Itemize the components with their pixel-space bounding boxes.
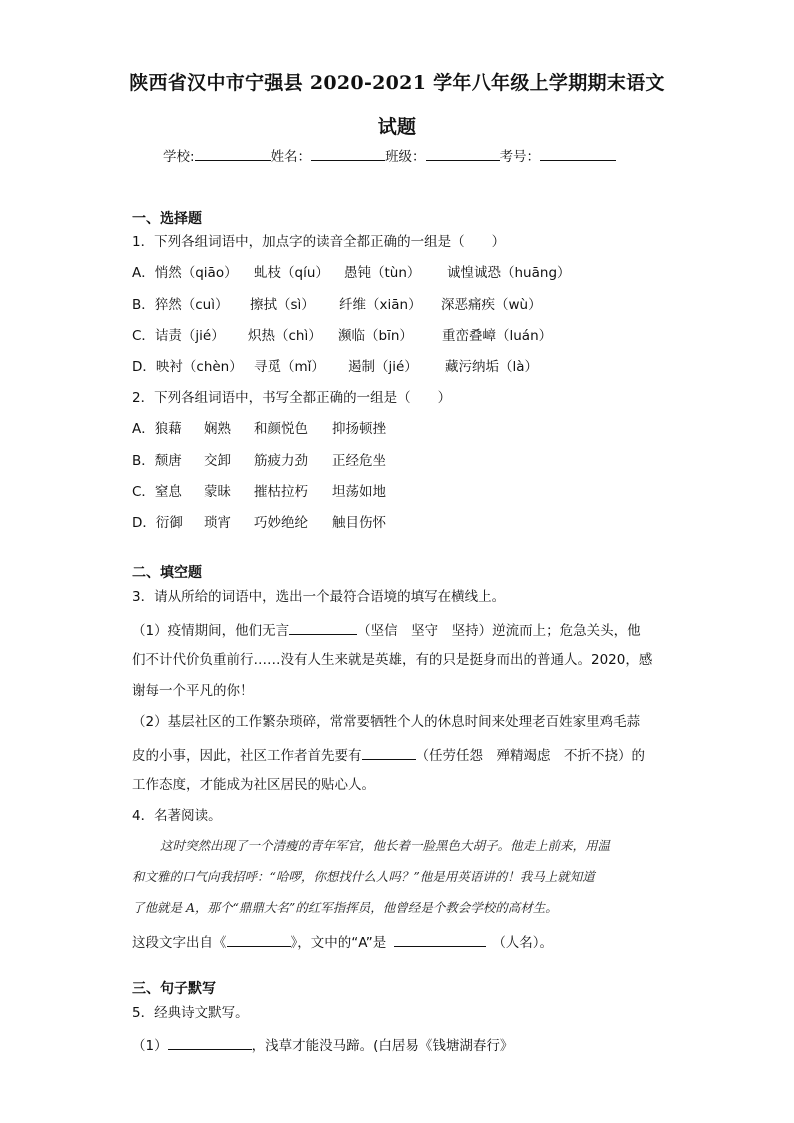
name-blank[interactable] [311, 146, 385, 161]
option-word: C．窒息 [132, 484, 182, 500]
question-3-part-1-line-1 [132, 620, 641, 640]
option-word: 正经危坐 [332, 453, 386, 469]
question-text: 》，文中的“A”是 [290, 935, 387, 951]
exam-title-line1: 陕西省汉中市宁强县 2020-2021 学年八年级上学期期末语文 [129, 72, 665, 94]
option-word: 娴熟 [204, 421, 231, 437]
option-word: C．诘责（jié） [132, 328, 225, 344]
option-word: 擦拭（sì） [250, 297, 315, 313]
question-3-part-2-line-3: 工作态度，才能成为社区居民的贴心人。 [132, 777, 375, 793]
option-word: 摧枯拉朽 [254, 484, 308, 500]
passage-line: 了他就是 A，那个“鼎鼎大名”的红军指挥员，他曾经是个教会学校的高材生。 [132, 900, 558, 915]
option-word: 纤维（xiān） [339, 297, 422, 313]
option-word: 抑扬顿挫 [332, 421, 386, 437]
question-text: 这段文字出自《 [132, 935, 227, 951]
option-word: 触目伤怀 [332, 515, 386, 531]
question-text: （任劳任怨 殚精竭虑 不折不挠）的 [415, 748, 645, 764]
exam-title-line2: 试题 [377, 116, 417, 138]
option-word: 虬枝（qíu） [254, 265, 329, 281]
option-word: 遏制（jié） [348, 359, 418, 375]
book-title-blank[interactable] [227, 932, 291, 947]
question-1-stem: 1．下列各组词语中，加点字的读音全都正确的一组是（ ） [132, 234, 506, 250]
option-word: A．悄然（qiāo） [132, 265, 238, 281]
option-word: D．衍御 [132, 515, 183, 531]
question-3-part-1-line-2: 们不计代价负重前行……没有人生来就是英雄，有的只是挺身而出的普通人。2020，感 [132, 652, 653, 668]
question-2-option-b[interactable] [132, 452, 386, 470]
question-5-part-1 [132, 1035, 513, 1055]
option-word: 深恶痛疾（wù） [441, 297, 542, 313]
answer-blank[interactable] [289, 620, 357, 635]
section-heading-fill: 二、填空题 [132, 565, 202, 581]
question-3-part-2-line-1: （2）基层社区的工作繁杂琐碎，常常要牺牲个人的休息时间来处理老百姓家里鸡毛蒜 [132, 714, 641, 730]
question-2-stem: 2．下列各组词语中，书写全都正确的一组是（ ） [132, 390, 452, 406]
question-3-part-1-line-3: 谢每一个平凡的你！ [132, 683, 254, 699]
question-1-option-c[interactable] [132, 327, 552, 345]
option-word: 交卸 [204, 453, 231, 469]
reading-passage [132, 830, 662, 923]
question-2-option-a[interactable] [132, 420, 386, 438]
question-1-option-a[interactable] [132, 264, 571, 282]
question-4-answer-line [132, 932, 553, 952]
answer-blank[interactable] [362, 745, 416, 760]
option-word: D．映衬（chèn） [132, 359, 243, 375]
school-label: 学校: [163, 149, 195, 165]
question-5-stem: 5．经典诗文默写。 [132, 1005, 249, 1021]
passage-line: 这时突然出现了一个清瘦的青年军官，他长着一脸黑色大胡子。他走上前来，用温 [160, 838, 611, 853]
section-heading-choice: 一、选择题 [132, 211, 202, 227]
option-word: 蒙昧 [204, 484, 231, 500]
question-2-option-c[interactable] [132, 483, 386, 501]
option-word: 琐宵 [204, 515, 231, 531]
question-1-option-b[interactable] [132, 296, 542, 314]
option-word: 重峦叠嶂（luán） [442, 328, 553, 344]
option-word: 巧妙绝纶 [254, 515, 308, 531]
passage-line: 和文雅的口气向我招呼：“哈啰，你想找什么人吗？”他是用英语讲的！我马上就知道 [132, 869, 595, 884]
question-text: ，浅草才能没马蹄。(白居易《钱塘湖春行》 [251, 1038, 514, 1054]
option-word: 和颜悦色 [254, 421, 308, 437]
answer-blank[interactable] [168, 1035, 252, 1050]
class-label: 班级： [385, 149, 426, 165]
option-word: B．猝然（cuì） [132, 297, 229, 313]
student-info-row [163, 146, 616, 166]
class-blank[interactable] [426, 146, 500, 161]
name-label: 姓名： [270, 149, 312, 165]
section-heading-dictation: 三、句子默写 [132, 981, 216, 997]
option-word: 藏污纳垢（là） [445, 359, 539, 375]
question-2-option-d[interactable] [132, 514, 386, 532]
option-word: 炽热（chì） [248, 328, 322, 344]
question-text: （1） [132, 1038, 168, 1054]
person-name-blank[interactable] [394, 932, 486, 947]
question-text: （坚信 坚守 坚持）逆流而上；危急关头，他 [357, 623, 641, 639]
option-word: 诚惶诚恐（huāng） [447, 265, 571, 281]
question-text: 皮的小事，因此，社区工作者首先要有 [132, 748, 362, 764]
option-word: A．狼藉 [132, 421, 182, 437]
question-3-stem: 3．请从所给的词语中，选出一个最符合语境的填写在横线上。 [132, 589, 506, 605]
option-word: B．颓唐 [132, 453, 182, 469]
option-word: 寻觅（mǐ） [254, 359, 325, 375]
option-word: 濒临（bīn） [338, 328, 413, 344]
number-label: 考号： [499, 149, 541, 165]
option-word: 坦荡如地 [332, 484, 386, 500]
school-blank[interactable] [195, 146, 271, 161]
question-text: （1）疫情期间，他们无言 [132, 623, 290, 639]
question-text: （人名）。 [492, 935, 554, 951]
question-4-stem: 4．名著阅读。 [132, 808, 222, 824]
question-1-option-d[interactable] [132, 358, 538, 376]
option-word: 愚钝（tùn） [344, 265, 421, 281]
option-word: 筋疲力劲 [254, 453, 308, 469]
number-blank[interactable] [540, 146, 616, 161]
question-3-part-2-line-2 [132, 745, 645, 765]
